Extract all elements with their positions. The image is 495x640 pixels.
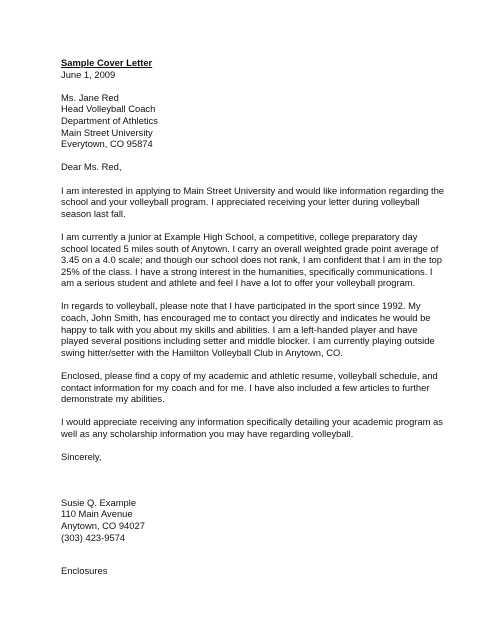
sender-line: Anytown, CO 94027 [61, 519, 145, 531]
sender-line: 110 Main Avenue [61, 508, 133, 520]
letter-title: Sample Cover Letter [61, 57, 153, 68]
paragraph-line: In regards to volleyball, please note that I have participated in the sport since 1992. My [61, 300, 421, 312]
recipient-address [61, 92, 461, 150]
paragraph-line: coach, John Smith, has encouraged me to contact you directly and indicates he would be [61, 312, 431, 324]
paragraph-line: season last fall. [61, 207, 126, 219]
paragraph-line: played several positions including setter and middle blocker. I am currently playing outside [61, 335, 435, 347]
paragraph-volleyball [61, 300, 461, 358]
recipient-line: Head Volleyball Coach [61, 103, 156, 115]
sender-line: (303) 423-9574 [61, 531, 126, 543]
paragraph-line: 25% of the class. I have a strong interest in the humanities, specifically communications. I [61, 265, 433, 277]
paragraph-line: I am interested in applying to Main Street University and would like information regarding the [61, 184, 445, 196]
sender-line: Susie Q. Example [61, 496, 137, 508]
paragraph-line: 3.45 on a 4.0 scale; and though our school does not rank, I am confident that I am in the top [61, 254, 442, 266]
paragraph-line: demonstrate my abilities. [61, 393, 165, 405]
closing: Sincerely, [61, 451, 102, 463]
paragraph-line: I am currently a junior at Example High School, a competitive, college preparatory day [61, 230, 418, 242]
recipient-line: Ms. Jane Red [61, 91, 119, 103]
paragraph-line: contact information for my coach and for me. I have also included a few articles to further [61, 381, 430, 393]
cover-letter [61, 57, 461, 577]
recipient-line: Department of Athletics [61, 114, 158, 126]
paragraph-line: Enclosed, please find a copy of my academic and athletic resume, volleyball schedule, and [61, 370, 438, 382]
paragraph-intro [61, 185, 461, 220]
paragraph-line: school and your volleyball program. I appreciated receiving your letter during volleyball [61, 196, 420, 208]
recipient-line: Main Street University [61, 126, 153, 138]
sender-block [61, 497, 461, 543]
paragraph-request [61, 416, 461, 439]
paragraph-line: I would appreciate receiving any information specifically detailing your academic program as [61, 416, 443, 428]
salutation: Dear Ms. Red, [61, 161, 122, 173]
paragraph-line: swing hitter/setter with the Hamilton Volleyball Club in Anytown, CO. [61, 346, 343, 358]
letter-date: June 1, 2009 [61, 68, 116, 80]
paragraph-line: happy to talk with you about my skills and abilities. I am a left-handed player and have [61, 323, 418, 335]
paragraph-line: am a serious student and athlete and feel I have a lot to offer your volleyball program. [61, 277, 416, 289]
enclosures-note: Enclosures [61, 565, 108, 577]
paragraph-academics [61, 231, 461, 289]
recipient-line: Everytown, CO 95874 [61, 138, 153, 150]
paragraph-line: school located 5 miles south of Anytown. I carry an overall weighted grade point average of [61, 242, 439, 254]
paragraph-line: well as any scholarship information you may have regarding volleyball. [61, 428, 354, 439]
paragraph-enclosed [61, 370, 461, 405]
